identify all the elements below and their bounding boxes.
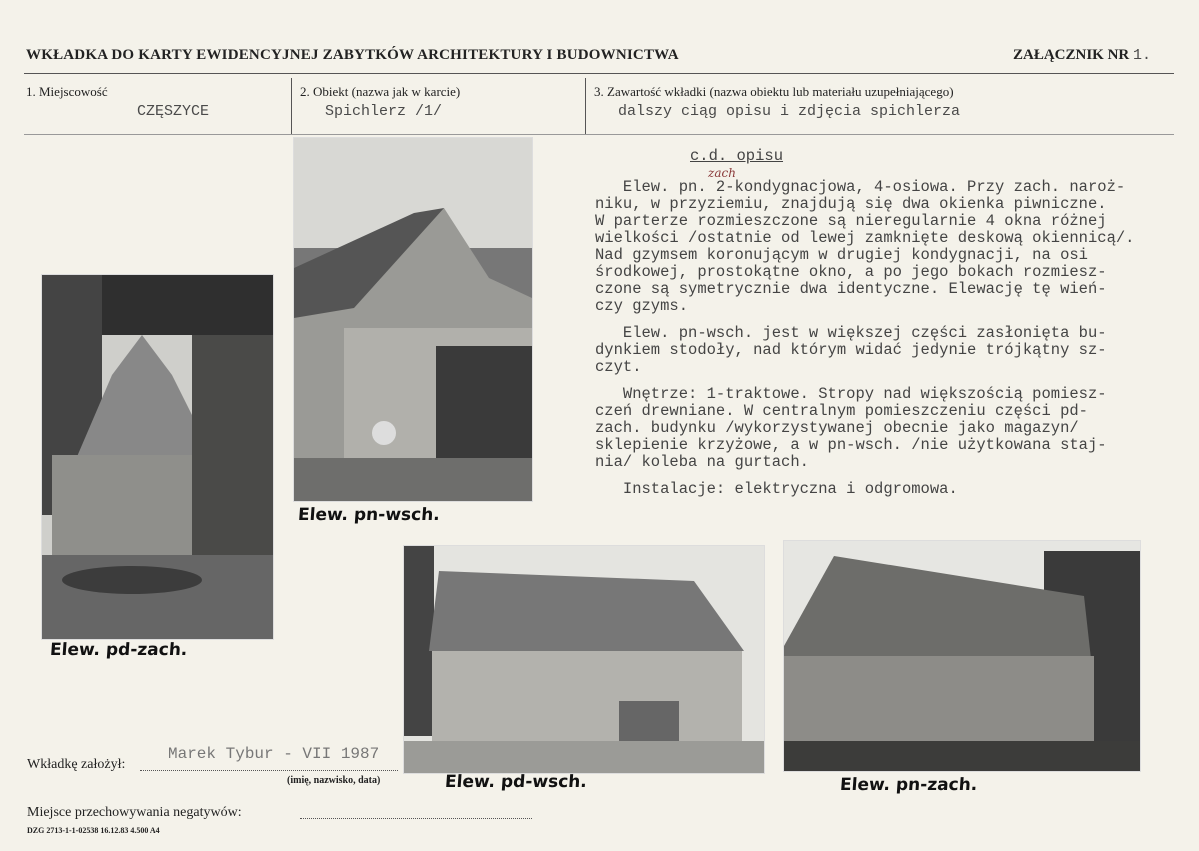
description-paragraph (595, 386, 1135, 471)
divider (24, 73, 1174, 74)
handwritten-correction: zach (708, 166, 736, 180)
description-title: c.d. opisu (690, 147, 784, 165)
description-paragraph (595, 179, 1135, 315)
divider (24, 134, 1174, 135)
print-code: DZG 2713-1-1-02538 16.12.83 4.500 A4 (27, 826, 160, 835)
description-paragraph (595, 325, 1135, 376)
photo-southwest-elevation (41, 274, 274, 640)
negatives-line (300, 818, 532, 819)
description-line: Nad gzymsem koronującym w drugiej kondygnacji, na osi (595, 246, 1088, 264)
description-line: zach. budynku /wykorzystywanej obecnie jako magazyn/ (595, 419, 1079, 437)
photo-caption: Elew. pn-zach. (839, 775, 978, 795)
description-line: czyt. (595, 358, 642, 376)
description-line: wielkości /ostatnie od lewej zamknięte deskową okiennicą/. (595, 229, 1135, 247)
field-label-object: 2. Obiekt (nazwa jak w karcie) (300, 84, 461, 99)
description-line: Elew. pn-wsch. jest w większej części zasłonięta bu- (595, 324, 1107, 342)
photo-caption: Elew. pd-wsch. (444, 772, 588, 792)
author-line (140, 770, 398, 771)
field-value-object: Spichlerz /1/ (325, 103, 443, 120)
field-value-contents: dalszy ciąg opisu i zdjęcia spichlerza (618, 103, 961, 120)
divider (585, 78, 586, 134)
photo-southeast-elevation (403, 545, 765, 774)
author-hint: (imię, nazwisko, data) (287, 775, 381, 786)
description-line: środkowej, prostokątne okno, a po jego bokach rozmiesz- (595, 263, 1107, 281)
photo-caption: Elew. pn-wsch. (297, 505, 441, 525)
description-text (595, 148, 1135, 508)
attachment-value: 1. (1133, 47, 1152, 64)
photo-northeast-elevation (293, 137, 533, 502)
description-line: nia/ koleba na gurtach. (595, 453, 809, 471)
photo-northwest-elevation (783, 540, 1141, 772)
description-line: Wnętrze: 1-traktowe. Stropy nad większością pomiesz- (595, 385, 1107, 403)
description-line: czeń drewniane. W centralnym pomieszczeniu części pd- (595, 402, 1088, 420)
field-label-contents: 3. Zawartość wkładki (nazwa obiektu lub materiału uzupełniającego) (594, 84, 954, 99)
description-line: Elew. pn. 2-kondygnacjowa, 4-osiowa. Przy zach. naroż- (595, 178, 1126, 196)
description-line: sklepienie krzyżowe, a w pn-wsch. /nie użytkowana staj- (595, 436, 1107, 454)
form-title: WKŁADKA DO KARTY EWIDENCYJNEJ ZABYTKÓW ARCHITEKTURY I BUDOWNICTWA (26, 47, 679, 63)
description-line: niku, w przyziemiu, znajdują się dwa okienka piwniczne. (595, 195, 1107, 213)
divider (291, 78, 292, 134)
description-line: czone są symetrycznie dwa identyczne. Elewację tę wień- (595, 280, 1107, 298)
attachment-number (1013, 47, 1151, 64)
description-line: czy gzyms. (595, 297, 689, 315)
negatives-label: Miejsce przechowywania negatywów: (27, 805, 242, 820)
author-label: Wkładkę założył: (27, 757, 126, 772)
description-paragraph (595, 481, 1135, 498)
attachment-label: ZAŁĄCZNIK NR (1013, 47, 1130, 63)
photo-caption: Elew. pd-zach. (49, 640, 189, 660)
description-line: W parterze rozmieszczone są nieregularnie 4 okna różnej (595, 212, 1107, 230)
description-line: Instalacje: elektryczna i odgromowa. (595, 480, 958, 498)
field-label-locality: 1. Miejscowość (26, 84, 108, 99)
field-value-locality: CZĘSZYCE (137, 103, 210, 120)
description-line: dynkiem stodoły, nad którym widać jedynie trójkątny sz- (595, 341, 1107, 359)
author-value: Marek Tybur - VII 1987 (168, 745, 380, 763)
